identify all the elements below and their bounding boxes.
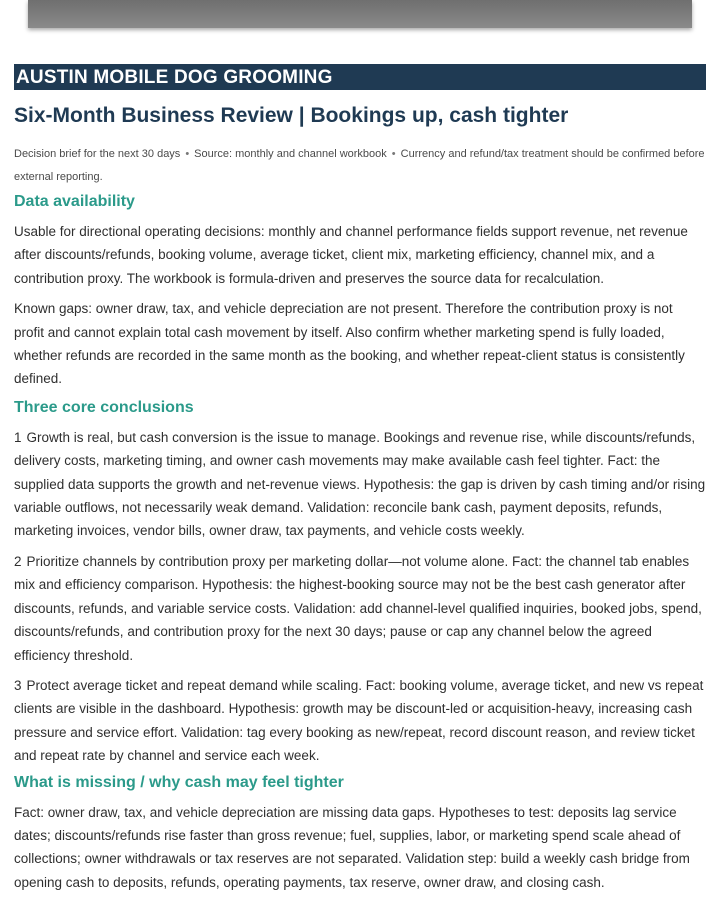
conclusion-text: Protect average ticket and repeat demand while scaling. Fact: booking volume, average ticket, and new vs repeat clients are visible in the dashboard. Hypothesis: growth may be discount-led or acquisition-heavy, increasing cash pressure and service effort. Validation: tag every booking as new/repeat, record discount reason, and review ticket and repeat rate by channel and service each week. — [14, 677, 704, 764]
page-title: Six-Month Business Review | Bookings up, cash tighter — [14, 104, 569, 127]
section-heading-availability: Data availability — [14, 193, 135, 210]
missing-paragraph-1: Fact: owner draw, tax, and vehicle depreciation are missing data gaps. Hypotheses to test: deposits lag service dates; discounts/refunds rise faster than gross revenue; fuel, supplies, labor, or marketing spend scale ahead of collections; owner withdrawals or tax reserves are not separated. Validation step: build a weekly cash bridge from opening cash to deposits, refunds, operating payments, tax reserve, owner draw, and closing cash. — [14, 804, 690, 890]
availability-paragraph-2: Known gaps: owner draw, tax, and vehicle depreciation are not present. Therefore the contribution proxy is not profit and cannot explain total cash movement by itself. Also confirm whether marketing spend is fully loaded, whether refunds are recorded in the same month as the booking, and whether repeat-client status is consistently defined. — [14, 301, 685, 387]
conclusion-text: Growth is real, but cash conversion is the issue to manage. Bookings and revenue rise, while discounts/refunds, delivery costs, marketing timing, and owner cash movements may make available cash feel tighter. Fact: the supplied data supports the growth and net-revenue views. Hypothesis: the gap is driven by cash timing and/or rising variable outflows, not necessarily weak demand. Validation: reconcile bank cash, payment deposits, refunds, marketing invoices, vendor bills, owner draw, tax payments, and vehicle costs weekly. — [14, 429, 706, 539]
conclusion-number: 1 — [14, 429, 22, 445]
brand-name: AUSTIN MOBILE DOG GROOMING — [16, 67, 333, 88]
conclusion-item — [14, 426, 706, 543]
meta-separator: • — [391, 148, 396, 160]
meta-source: Source: monthly and channel workbook — [194, 148, 387, 160]
brand-bar — [14, 64, 706, 90]
meta-purpose: Decision brief for the next 30 days — [14, 148, 181, 160]
section-heading-missing: What is missing / why cash may feel tighter — [14, 773, 344, 791]
meta-separator: • — [185, 148, 190, 160]
section-heading-conclusions: Three core conclusions — [14, 398, 194, 416]
top-window-bar — [28, 0, 692, 28]
meta-line — [14, 143, 706, 189]
conclusion-number: 2 — [14, 553, 22, 569]
conclusion-item — [14, 674, 706, 768]
conclusion-item — [14, 550, 706, 667]
conclusion-number: 3 — [14, 677, 22, 693]
conclusion-text: Prioritize channels by contribution proxy per marketing dollar—not volume alone. Fact: the channel tab enables mix and efficiency comparison. Hypothesis: the highest-booking source may not be the best cash generator after discounts, refunds, and variable service costs. Validation: add channel-level qualified inquiries, booked jobs, spend, discounts/refunds, and contribution proxy for the next 30 days; pause or cap any channel below the agreed efficiency threshold. — [14, 553, 702, 663]
document-page — [14, 64, 706, 894]
availability-paragraph-1: Usable for directional operating decisions: monthly and channel performance fields support revenue, net revenue after discounts/refunds, booking volume, average ticket, client mix, marketing efficiency, channel mix, and a contribution proxy. The workbook is formula-driven and preserves the source data for recalculation. — [14, 224, 688, 286]
meta-note: Currency and refund/tax treatment should be confirmed before external reporting. — [14, 148, 705, 183]
